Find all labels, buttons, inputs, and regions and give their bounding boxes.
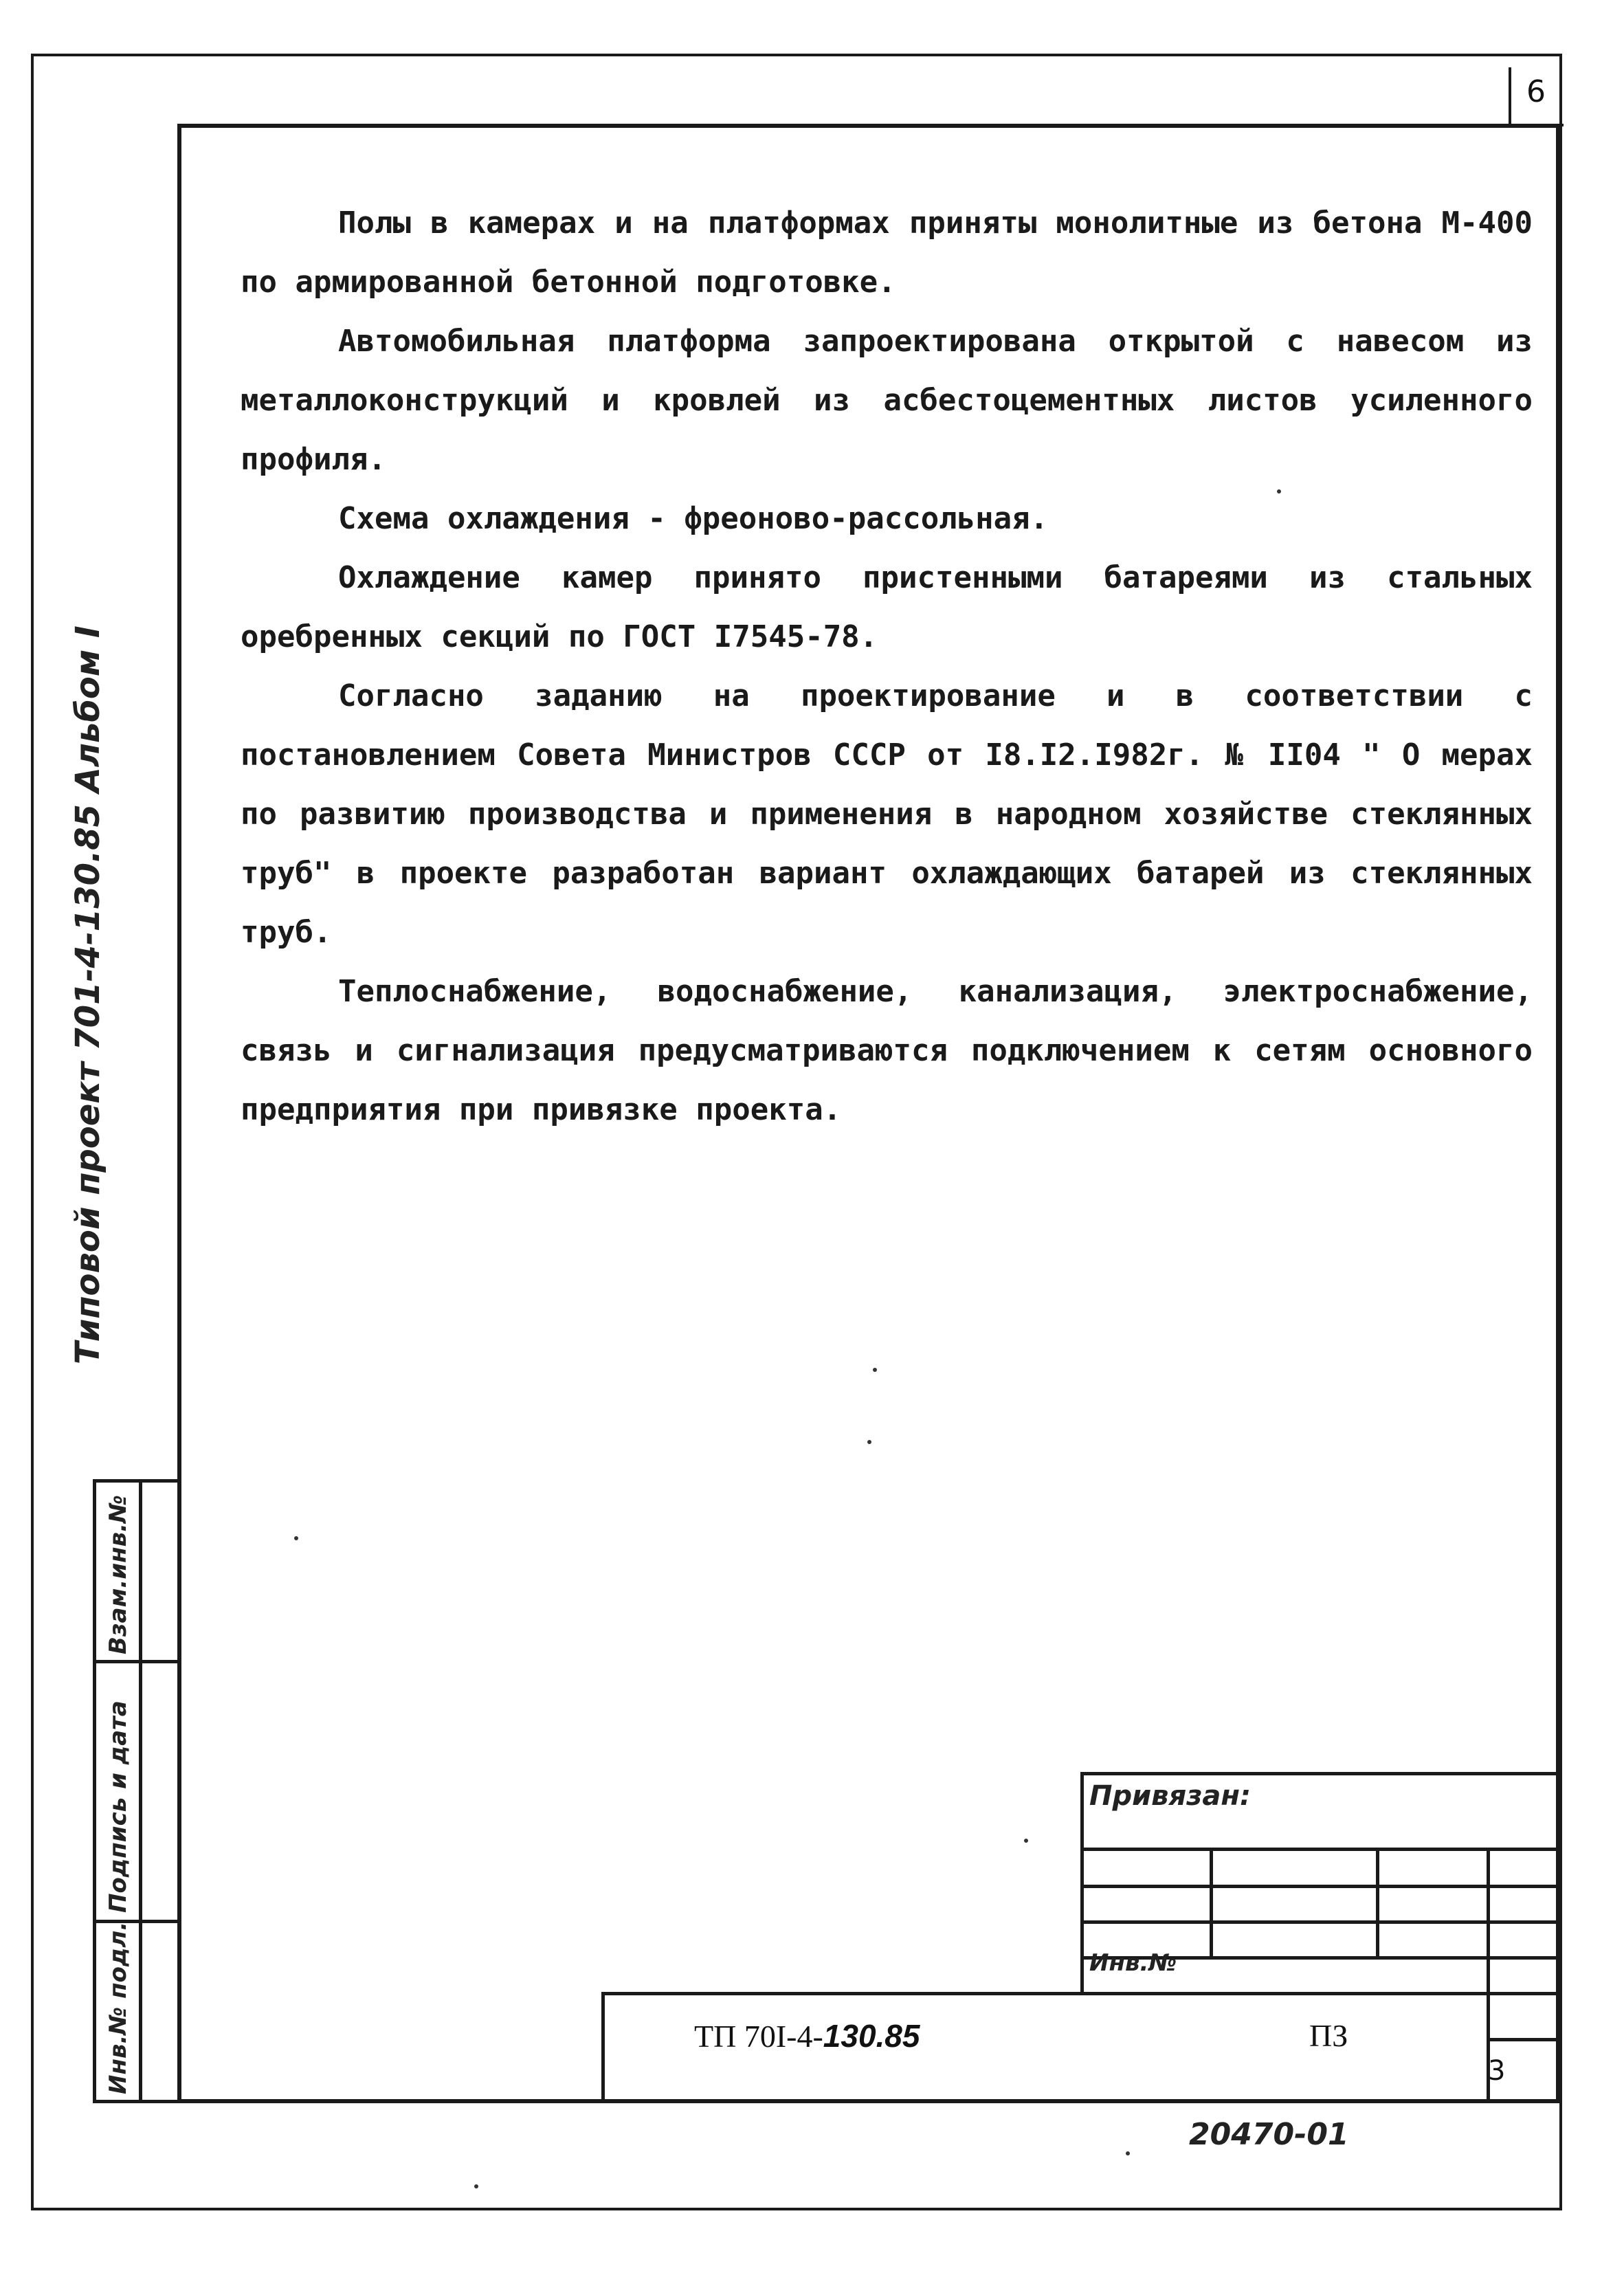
paragraph-6: Теплоснабжение, водоснабжение, канализация, электроснабжение, связь и сигнализация предусматриваются подключением к сетям основного предприятия при привязке проекта. (241, 974, 1533, 1127)
document-code-suffix: 130.85 (823, 2018, 920, 2054)
privyazan-label: Привязан: (1089, 1780, 1251, 1812)
paragraph-4: Охлаждение камер принято пристенными батареями из стальных оребренных секций по ГОСТ I7545-78. (241, 560, 1533, 654)
scan-speck (867, 1440, 871, 1444)
document-code-prefix: ТП 70I-4- (694, 2019, 823, 2054)
code-row-left-edge (601, 1992, 605, 2103)
scan-speck (1277, 489, 1281, 494)
side-title: Типовой проект 701-4-130.85 Альбом I (69, 625, 107, 1364)
paragraph-1: Полы в камерах и на платформах приняты монолитные из бетона М-400 по армированной бетонной подготовке. (241, 206, 1533, 300)
document-code (694, 2017, 920, 2054)
stamp-label-vzam: Взам.инв.№ (104, 1495, 132, 1654)
title-block-col-1 (1210, 1848, 1213, 1956)
sheet-number: 3 (1488, 2055, 1506, 2087)
scan-speck (1126, 2151, 1130, 2155)
paragraph-3: Схема охлаждения - фреоново-рассольная. (338, 501, 1049, 536)
page-number: 6 (1526, 74, 1546, 109)
scan-speck (474, 2184, 478, 2188)
code-row-top-line (601, 1992, 1560, 1995)
document-type: ПЗ (1309, 2018, 1348, 2053)
document-body (241, 194, 1533, 1140)
scan-speck (294, 1536, 298, 1540)
paragraph-2: Автомобильная платформа запроектирована открытой с навесом из металлоконструкций и кровлей из асбестоцементных листов усиленного профиля. (241, 324, 1533, 477)
stamp-label-podpis: Подпись и дата (104, 1700, 132, 1913)
title-block-top-line (1080, 1772, 1560, 1775)
title-block-col-2 (1376, 1848, 1379, 1956)
archive-number: 20470-01 (1189, 2117, 1349, 2152)
stamp-label-inv-podl: Инв.№ подл. (104, 1921, 132, 2094)
scan-speck (1024, 1839, 1028, 1843)
left-stamp-column (93, 1479, 181, 2103)
inv-no-label: Инв.№ (1089, 1949, 1177, 1977)
sheet-box-top-line (1487, 2038, 1560, 2041)
paragraph-5: Согласно заданию на проектирование и в соответствии с постановлением Совета Министров СССР от I8.I2.I982г. № II04 " О мерах по развитию производства и применения в народном хозяйстве стеклянных труб" в проекте разработан вариант охлаждающих батарей из стеклянных труб. (241, 678, 1533, 950)
scan-speck (873, 1368, 877, 1372)
